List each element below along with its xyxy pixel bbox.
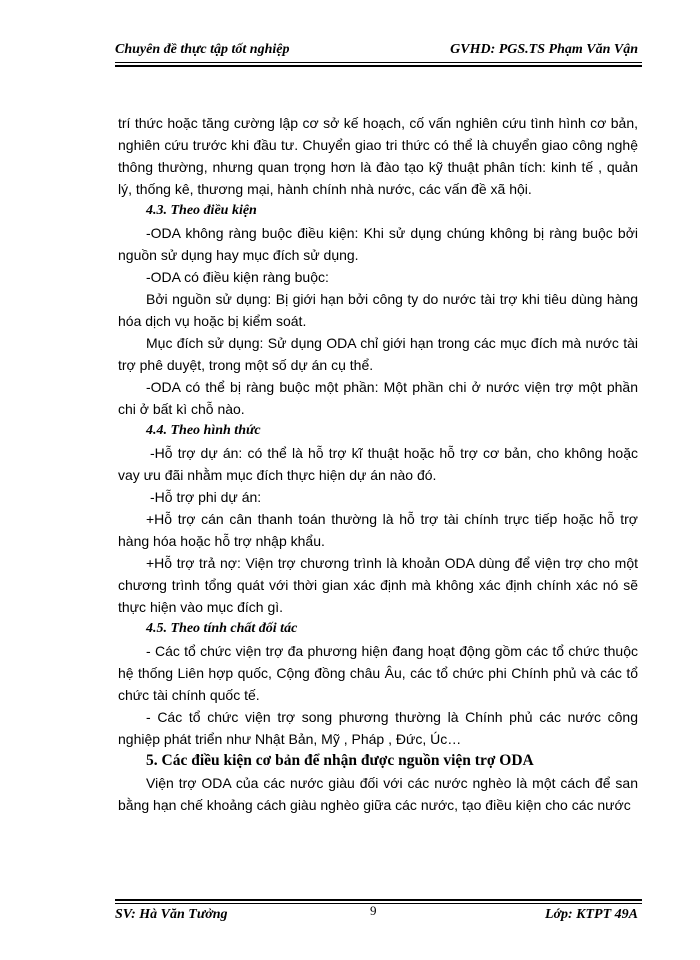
- paragraph: Bởi nguồn sử dụng: Bị giới hạn bởi công ty do nước tài trợ khi tiêu dùng hàng hóa dịch vụ hoặc bị kiểm soát.: [118, 291, 638, 329]
- document-body: [118, 112, 638, 816]
- paragraph: Mục đích sử dụng: Sử dụng ODA chỉ giới hạn trong các mục đích mà nước tài trợ phê duyệt, trong một số dự án cụ thể.: [118, 335, 638, 373]
- paragraph: Viện trợ ODA của các nước giàu đối với các nước nghèo là một cách để san bằng hạn chế khoảng cách giàu nghèo giữa các nước, tạo điều kiện cho các nước: [118, 775, 638, 813]
- paragraph: -ODA có thể bị ràng buộc một phần: Một phần chi ở nước viện trợ một phần chi ở bất kì chỗ nào.: [118, 379, 638, 417]
- section-heading-4-3: 4.3. Theo điều kiện: [146, 203, 257, 218]
- header-rule-thick: [115, 65, 642, 67]
- page-number: 9: [370, 903, 377, 918]
- section-heading-5: 5. Các điều kiện cơ bản để nhận được nguồn viện trợ ODA: [146, 752, 534, 769]
- paragraph: -ODA có điều kiện ràng buộc:: [146, 269, 329, 285]
- page-footer: [115, 903, 640, 925]
- paragraph: -ODA không ràng buộc điều kiện: Khi sử dụng chúng không bị ràng buộc bởi nguồn sử dụng hay mục đích sử dụng.: [118, 225, 638, 263]
- section-heading-4-5: 4.5. Theo tính chất đối tác: [146, 621, 298, 636]
- header-title: Chuyên đề thực tập tốt nghiệp: [115, 42, 290, 57]
- paragraph: +Hỗ trợ cán cân thanh toán thường là hỗ trợ tài chính trực tiếp hoặc hỗ trợ hàng hóa hoặc hỗ trợ nhập khẩu.: [118, 511, 638, 549]
- header-rule: [115, 62, 642, 63]
- header-supervisor: GVHD: PGS.TS Phạm Văn Vận: [450, 42, 638, 57]
- paragraph: - Các tổ chức viện trợ đa phương hiện đang hoạt động gồm các tổ chức thuộc hệ thống Liên hợp quốc, Cộng đồng châu Âu, các tổ chức phi Chính phủ và các tổ chức tài chính quốc tế.: [118, 643, 638, 703]
- page-header: [115, 40, 640, 60]
- paragraph: -Hỗ trợ dự án: có thể là hỗ trợ kĩ thuật hoặc hỗ trợ cơ bản, cho không hoặc vay ưu đãi nhằm mục đích thực hiện dự án nào đó.: [118, 445, 638, 483]
- paragraph: trí thức hoặc tăng cường lập cơ sở kế hoạch, cố vấn nghiên cứu tình hình cơ bản, nghiên cứu trước khi đầu tư. Chuyển giao tri thức có thể là chuyển giao công nghệ thông thường, nhưng quan trọng hơn là đào tạo kỹ thuật phân tích: kinh tế , quản lý, thống kê, thương mại, hành chính nhà nước, các vấn đề xã hội.: [118, 115, 638, 197]
- section-heading-4-4: 4.4. Theo hình thức: [146, 423, 261, 438]
- footer-rule-thick: [115, 899, 642, 901]
- paragraph: - Các tổ chức viện trợ song phương thường là Chính phủ các nước công nghiệp phát triển như Nhật Bản, Mỹ , Pháp , Đức, Úc…: [118, 709, 638, 747]
- footer-class: Lớp: KTPT 49A: [544, 907, 638, 922]
- footer-student: SV: Hà Văn Tưởng: [115, 907, 228, 922]
- paragraph: -Hỗ trợ phi dự án:: [150, 489, 262, 505]
- paragraph: +Hỗ trợ trả nợ: Viện trợ chương trình là khoản ODA dùng để viện trợ cho một chương trình tổng quát với thời gian xác định mà không xác định chính xác nó sẽ thực hiện vào mục đích gì.: [118, 555, 638, 615]
